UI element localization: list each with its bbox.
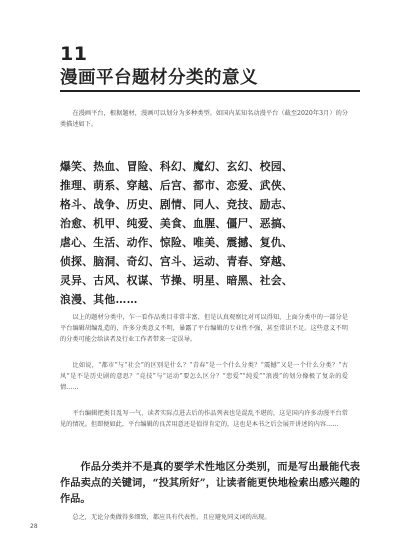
genre-line: 爆笑、热血、冒险、科幻、魔幻、玄幻、校园、 <box>60 160 294 173</box>
closing-paragraph: 总之，无论分类做得多细致，都应具有代表性，且应避免同义词的出现。 <box>72 514 271 521</box>
genre-line: 虐心、生活、动作、惊险、唯美、震撼、复仇、 <box>60 236 294 249</box>
genre-line: 推理、萌系、穿越、后宫、都市、恋爱、武侠、 <box>60 179 294 192</box>
genre-line: 治愈、机甲、纯爱、美食、血腥、僵尸、恶搞、 <box>60 217 294 230</box>
body-paragraph: 以上的题材分类中，乍一看作品类目非常丰富，但是认真观察比对可以得知，上面分类中的一部分是平台编辑胡编乱造的，许多分类意义不明，暴露了平台编辑的专业性不强，甚至常识不足。这些意义不明的分类可能会给读者及行业工作者带来一定误导。 <box>60 314 348 343</box>
body-paragraph: 比如说，“都市”与“社会”的区别是什么？“青春”是一个什么分类？“震撼”又是一个什么分类？“古风”是不是历史剧的意思？“竞技”与“运动”要怎么区分？“恋爱”“纯爱”“浪漫”的划分像极了复杂的爱情…… <box>60 362 348 391</box>
genre-line: 浪漫、其他…… <box>60 293 138 306</box>
title-rule <box>60 90 360 92</box>
genre-line: 侦探、脑洞、奇幻、宫斗、运动、青春、穿越、 <box>60 255 294 268</box>
emphasis-paragraph: 作品分类并不是真的要学术性地区分类别，而是写出最能代表作品卖点的关键词，“投其所好”，让读者能更快地检索出感兴趣的作品。 <box>60 461 360 505</box>
genre-line: 格斗、战争、历史、剧情、同人、竞技、励志、 <box>60 198 294 211</box>
chapter-number: 11 <box>60 43 88 65</box>
intro-paragraph: 在漫画平台，根据题材，漫画可以划分为多种类型。如国内某知名动漫平台（截至2020年3月）的分类描述如下。 <box>60 110 348 128</box>
genre-line: 灵异、古风、权谋、节操、明星、暗黑、社会、 <box>60 274 294 287</box>
genre-list <box>60 157 350 309</box>
page-number: 28 <box>30 523 38 530</box>
chapter-title: 漫画平台题材分类的意义 <box>60 68 258 88</box>
body-paragraph: 平台编辑把类目乱写一气，读者实际点进去后的作品列表也是混乱不堪的，这是国内许多动漫平台常见的情况。但即便如此，平台编辑的良苦用意还是值得肯定的，这也是本书之后会展开讲述的内容…… <box>60 410 348 428</box>
